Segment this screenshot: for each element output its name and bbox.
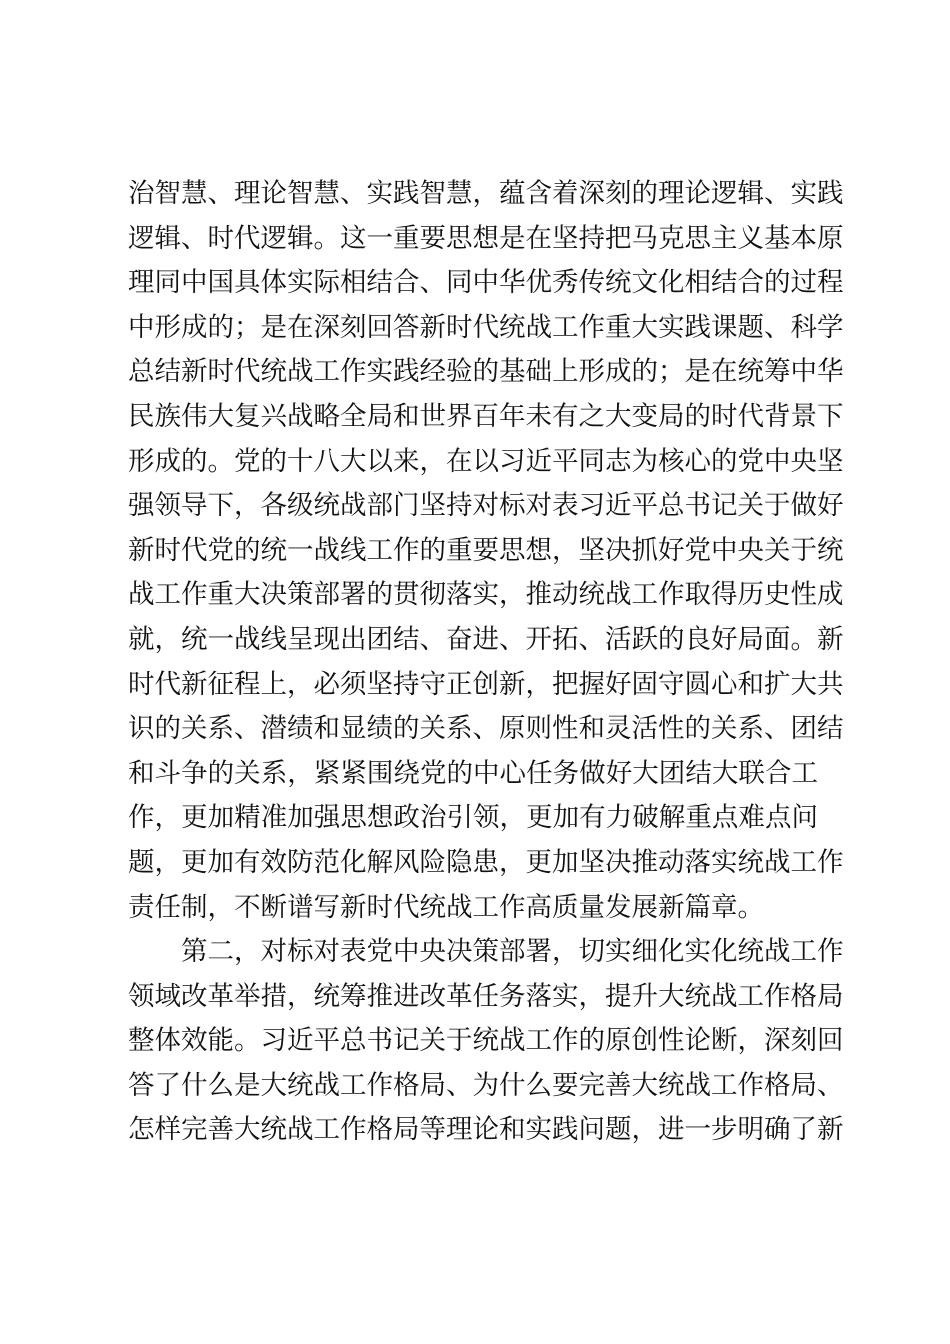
text-line: 治智慧、理论智慧、实践智慧，蕴含着深刻的理论逻辑、实践 <box>128 178 844 209</box>
text-line: 和斗争的关系，紧紧围绕党的中心任务做好大团结大联合工 <box>128 757 818 789</box>
text-line: 答了什么是大统战工作格局、为什么要完善大统战工作格局、 <box>128 1069 844 1101</box>
text-line: 民族伟大复兴战略全局和世界百年未有之大变局的时代背景下 <box>128 400 844 432</box>
text-line: 时代新征程上，必须坚持守正创新，把握好固守圆心和扩大共 <box>128 668 844 700</box>
paragraph-1 <box>128 172 844 930</box>
text-line: 就，统一战线呈现出团结、奋进、开拓、活跃的良好局面。新 <box>128 623 844 655</box>
text-line: 新时代党的统一战线工作的重要思想，坚决抓好党中央关于统 <box>128 534 844 566</box>
text-line: 责任制，不断谱写新时代统战工作高质量发展新篇章。 <box>128 891 764 923</box>
text-line: 题，更加有效防范化解风险隐患，更加坚决推动落实统战工作 <box>128 846 844 878</box>
text-line: 领域改革举措，统筹推进改革任务落实，提升大统战工作格局 <box>128 980 844 1012</box>
paragraph-2 <box>128 930 844 1153</box>
text-line: 逻辑、时代逻辑。这一重要思想是在坚持把马克思主义基本原 <box>128 222 844 254</box>
text-line: 第二，对标对表党中央决策部署，切实细化实化统战工作 <box>181 936 844 968</box>
text-line: 战工作重大决策部署的贯彻落实，推动统战工作取得历史性成 <box>128 579 844 611</box>
text-line: 整体效能。习近平总书记关于统战工作的原创性论断，深刻回 <box>128 1025 844 1057</box>
text-line: 总结新时代统战工作实践经验的基础上形成的；是在统筹中华 <box>128 356 844 388</box>
text-line: 怎样完善大统战工作格局等理论和实践问题，进一步明确了新 <box>128 1114 844 1146</box>
body-text <box>128 172 844 1153</box>
text-line: 理同中国具体实际相结合、同中华优秀传统文化相结合的过程 <box>128 267 844 299</box>
text-line: 强领导下，各级统战部门坚持对标对表习近平总书记关于做好 <box>128 490 844 522</box>
text-line: 识的关系、潜绩和显绩的关系、原则性和灵活性的关系、团结 <box>128 713 844 745</box>
text-line: 作，更加精准加强思想政治引领，更加有力破解重点难点问 <box>128 802 818 834</box>
text-line: 形成的。党的十八大以来，在以习近平同志为核心的党中央坚 <box>128 445 844 477</box>
text-line: 中形成的；是在深刻回答新时代统战工作重大实践课题、科学 <box>128 311 844 343</box>
